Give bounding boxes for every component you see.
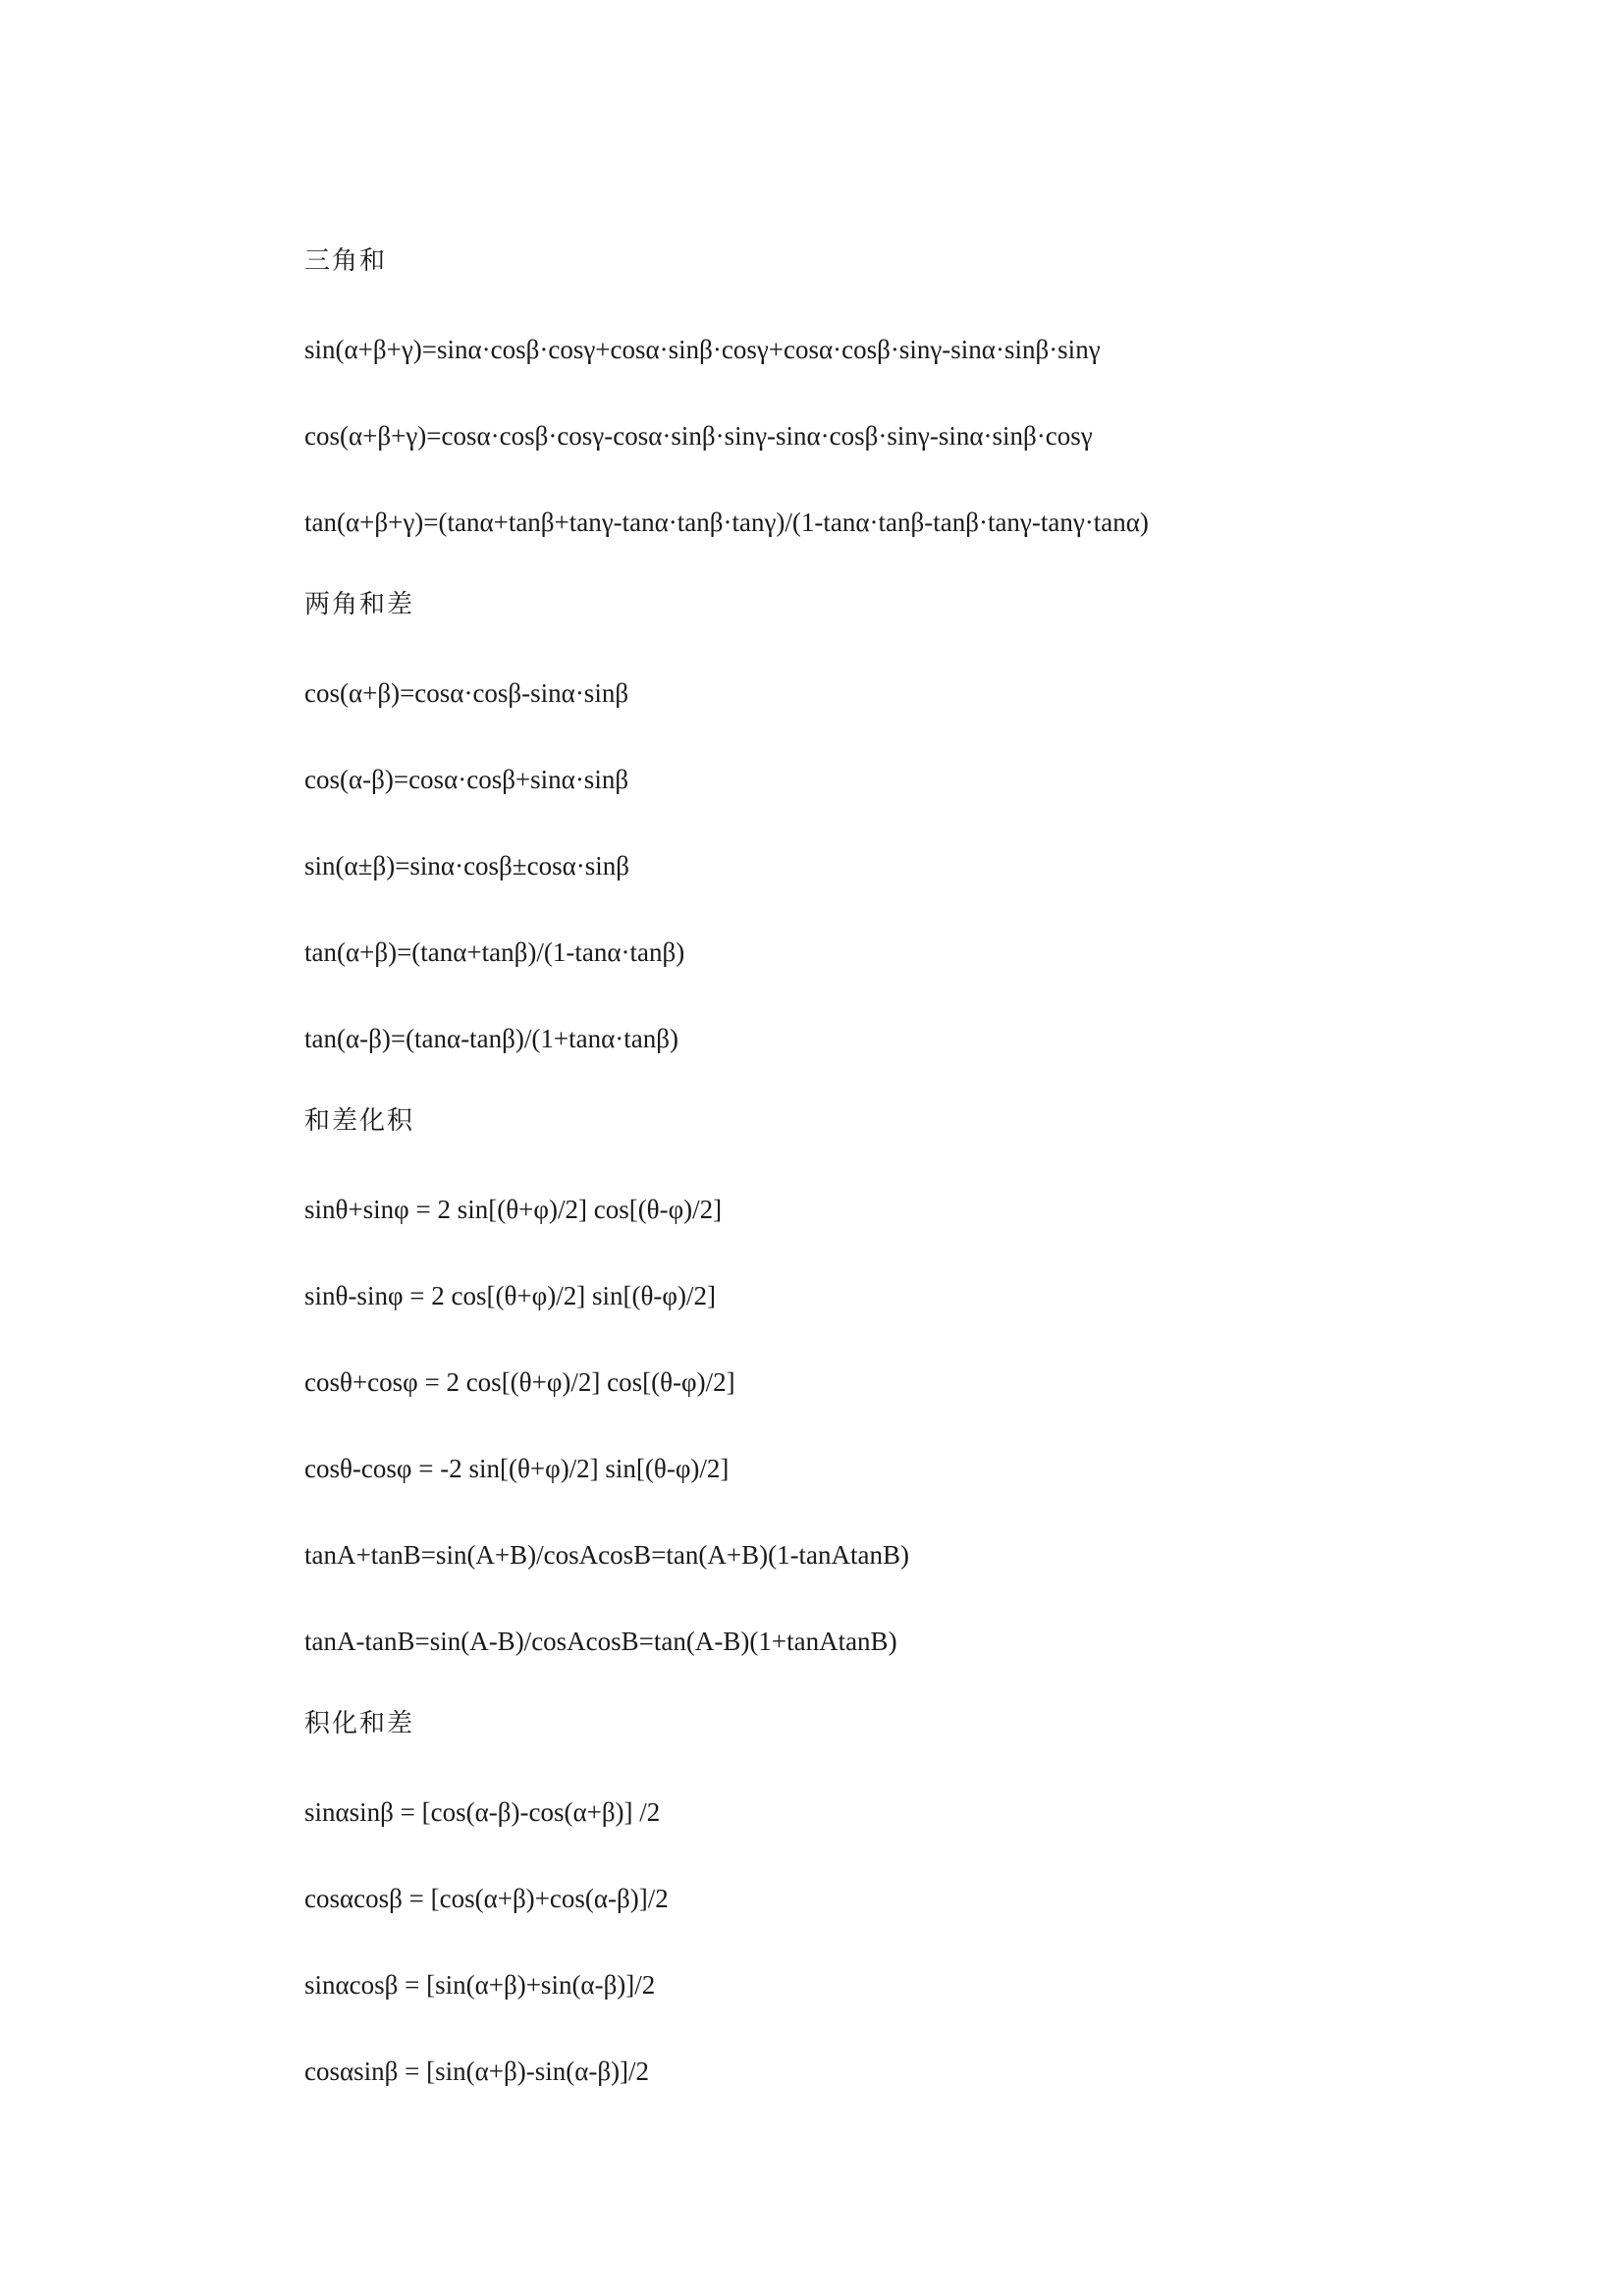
formula-cos-sum: cos(α+β)=cosα·cosβ-sinα·sinβ: [304, 678, 629, 708]
formula-sin-cos-product: sinαcosβ = [sin(α+β)+sin(α-β)]/2: [304, 1970, 656, 2000]
formula-sin-difference-to-product: sinθ-sinφ = 2 cos[(θ+φ)/2] sin[(θ-φ)/2]: [304, 1281, 716, 1310]
formula-cos-sum-to-product: cosθ+cosφ = 2 cos[(θ+φ)/2] cos[(θ-φ)/2]: [304, 1367, 735, 1397]
formula-cos-sin-product: cosαsinβ = [sin(α+β)-sin(α-β)]/2: [304, 2056, 650, 2086]
formula-tan-sum: tan(α+β)=(tanα+tanβ)/(1-tanα·tanβ): [304, 937, 685, 967]
formula-cos-difference: cos(α-β)=cosα·cosβ+sinα·sinβ: [304, 765, 629, 794]
section-heading-product-to-sum: 积化和差: [304, 1709, 415, 1738]
section-heading-sum-to-product: 和差化积: [304, 1106, 415, 1136]
formula-tan-sum-to-product: tanA+tanB=sin(A+B)/cosAcosB=tan(A+B)(1-tanAtanB): [304, 1540, 910, 1570]
section-heading-triple-sum: 三角和: [304, 246, 388, 276]
formula-sin-triple-sum: sin(α+β+γ)=sinα·cosβ·cosγ+cosα·sinβ·cosγ+cosα·cosβ·sinγ-sinα·sinβ·sinγ: [304, 335, 1101, 364]
formula-cos-cos-product: cosαcosβ = [cos(α+β)+cos(α-β)]/2: [304, 1884, 669, 1913]
formula-tan-difference: tan(α-β)=(tanα-tanβ)/(1+tanα·tanβ): [304, 1024, 678, 1053]
formula-sin-sum-to-product: sinθ+sinφ = 2 sin[(θ+φ)/2] cos[(θ-φ)/2]: [304, 1195, 723, 1224]
formula-cos-triple-sum: cos(α+β+γ)=cosα·cosβ·cosγ-cosα·sinβ·sinγ-sinα·cosβ·sinγ-sinα·sinβ·cosγ: [304, 421, 1093, 451]
section-heading-angle-sum-difference: 两角和差: [304, 590, 415, 619]
formula-tan-difference-to-product: tanA-tanB=sin(A-B)/cosAcosB=tan(A-B)(1+tanAtanB): [304, 1627, 897, 1656]
formula-sin-sin-product: sinαsinβ = [cos(α-β)-cos(α+β)] /2: [304, 1797, 661, 1827]
formula-tan-triple-sum: tan(α+β+γ)=(tanα+tanβ+tanγ-tanα·tanβ·tanγ)/(1-tanα·tanβ-tanβ·tanγ-tanγ·tanα): [304, 507, 1149, 537]
formula-sin-sum-difference: sin(α±β)=sinα·cosβ±cosα·sinβ: [304, 851, 629, 881]
formula-cos-difference-to-product: cosθ-cosφ = -2 sin[(θ+φ)/2] sin[(θ-φ)/2]: [304, 1454, 730, 1483]
